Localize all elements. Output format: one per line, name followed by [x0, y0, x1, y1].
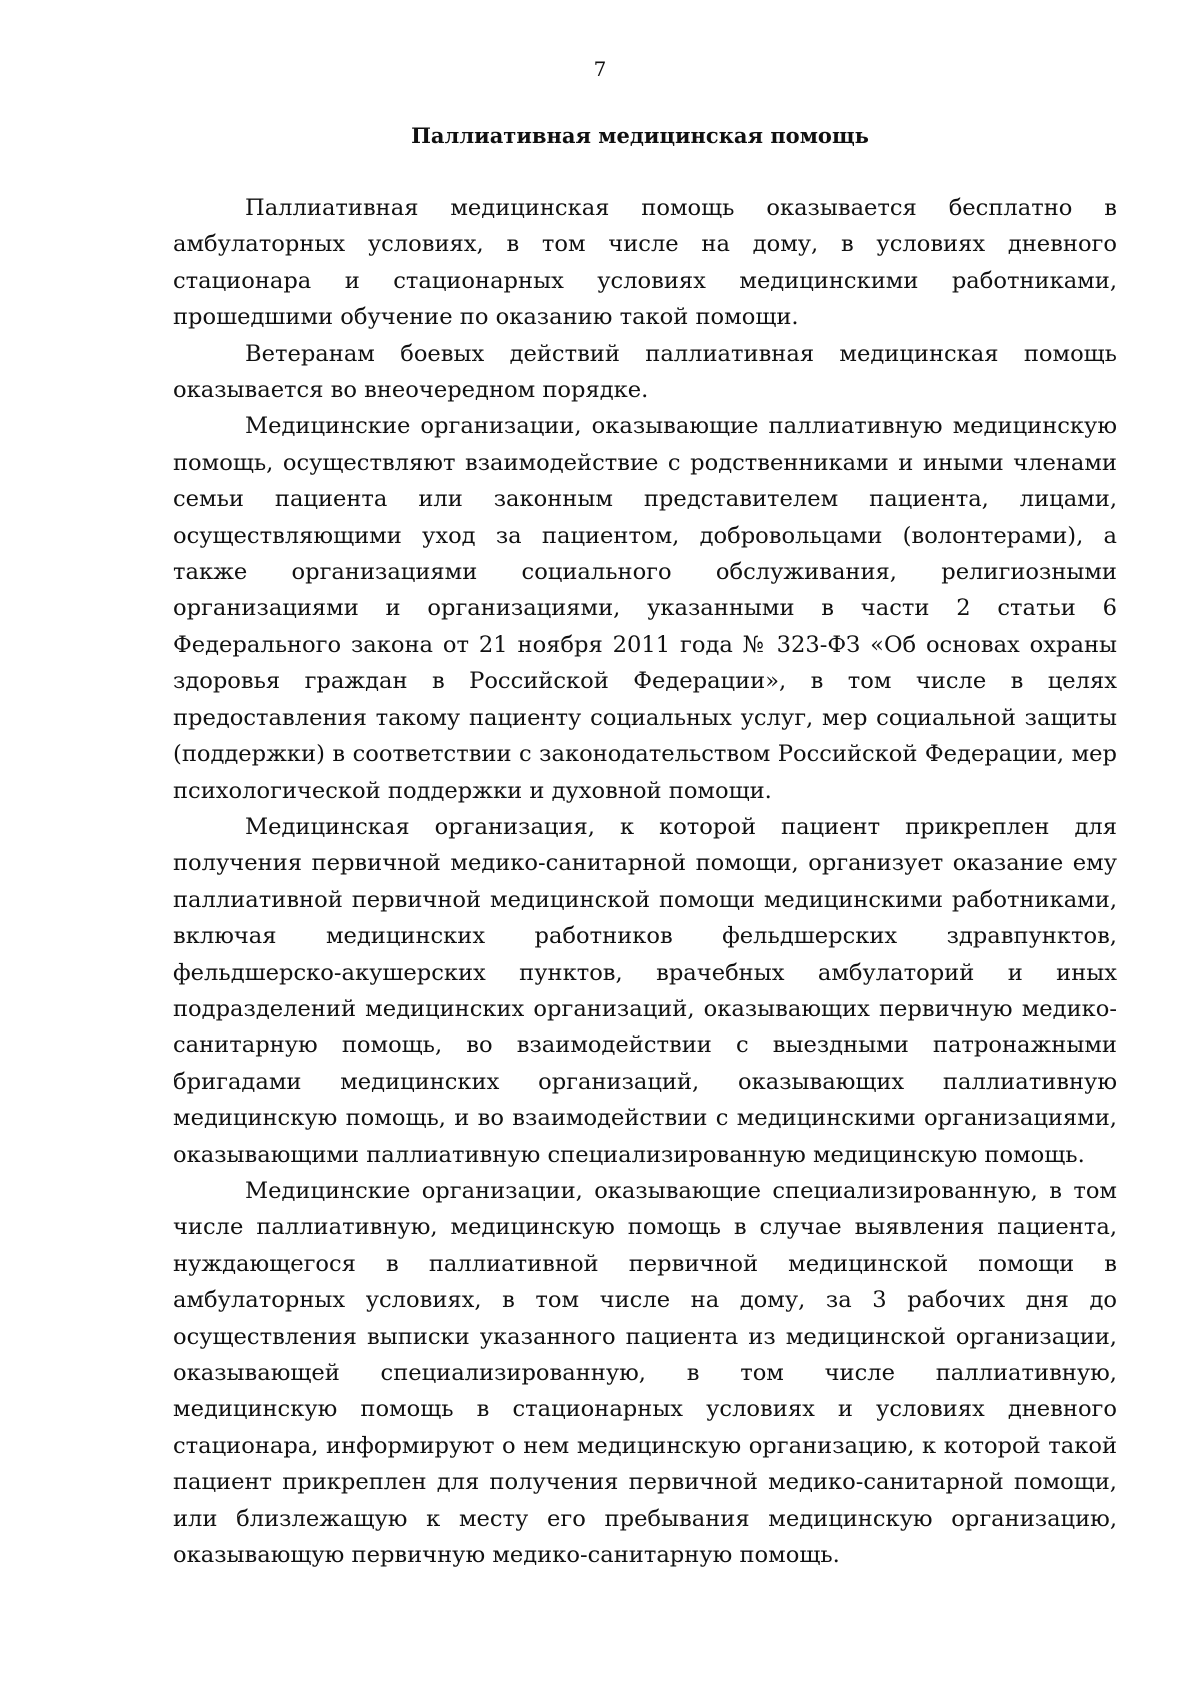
- paragraph: Ветеранам боевых действий паллиативная медицинская помощь оказывается во внеочередном порядке.: [173, 340, 1117, 404]
- paragraph: Медицинская организация, к которой пациент прикреплен для получения первичной медико-санитарной помощи, организует оказание ему паллиативной первичной медицинской помощи медицинскими работниками, включая медицинских работников фельдшерских здравпунктов, фельдшерско-акушерских пунктов, врачебных амбулаторий и иных подразделений медицинских организаций, оказывающих первичную медико-санитарную помощь, во взаимодействии с выездными патронажными бригадами медицинских организаций, оказывающих паллиативную медицинскую помощь, и во взаимодействии с медицинскими организациями, оказывающими паллиативную специализированную медицинскую помощь.: [173, 813, 1117, 1168]
- page-number: 7: [593, 57, 607, 81]
- paragraph: Медицинские организации, оказывающие паллиативную медицинскую помощь, осуществляют взаимодействие с родственниками и иными членами семьи пациента или законным представителем пациента, лицами, осуществляющими уход за пациентом, добровольцами (волонтерами), а также организациями социального обслуживания, религиозными организациями и организациями, указанными в части 2 статьи 6 Федерального закона от 21 ноября 2011 года № 323-ФЗ «Об основах охраны здоровья граждан в Российской Федерации», в том числе в целях предоставления такому пациенту социальных услуг, мер социальной защиты (поддержки) в соответствии с законодательством Российской Федерации, мер психологической поддержки и духовной помощи.: [173, 413, 1117, 804]
- paragraph: Медицинские организации, оказывающие специализированную, в том числе паллиативную, медицинскую помощь в случае выявления пациента, нуждающегося в паллиативной первичной медицинской помощи в амбулаторных условиях, в том числе на дому, за 3 рабочих дня до осуществления выписки указанного пациента из медицинской организации, оказывающей специализированную, в том числе паллиативную, медицинскую помощь в стационарных условиях и условиях дневного стационара, информируют о нем медицинскую организацию, к которой такой пациент прикреплен для получения первичной медико-санитарной помощи, или близлежащую к месту его пребывания медицинскую организацию, оказывающую первичную медико-санитарную помощь.: [173, 1177, 1117, 1569]
- body-text: [173, 190, 1117, 1573]
- paragraph: Паллиативная медицинская помощь оказывается бесплатно в амбулаторных условиях, в том числе на дому, в условиях дневного стационара и стационарных условиях медицинскими работниками, прошедшими обучение по оказанию такой помощи.: [173, 195, 1117, 331]
- section-heading: Паллиативная медицинская помощь: [411, 123, 869, 148]
